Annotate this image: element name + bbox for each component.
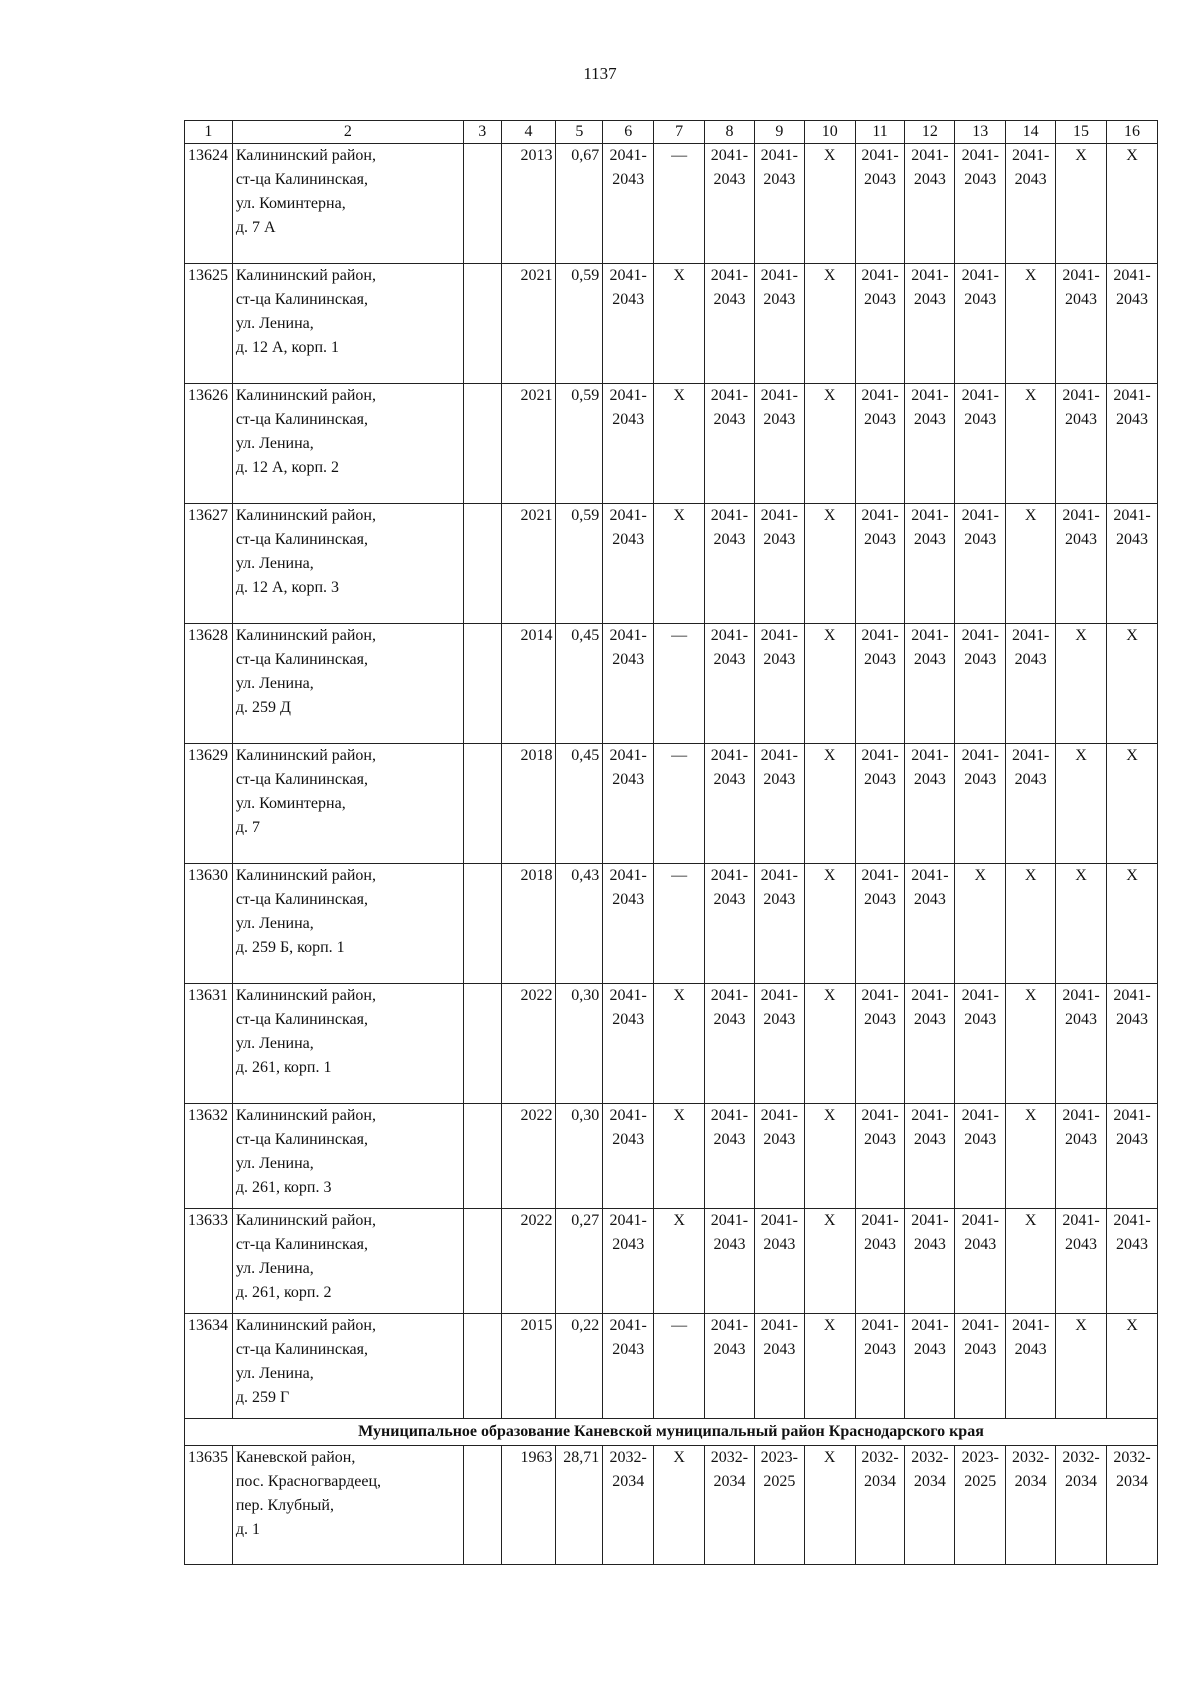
address-line: ст-ца Калининская,	[235, 771, 368, 788]
cell-col-12: 2041- 2043	[905, 864, 955, 984]
cell-col-5: 0,67	[556, 144, 603, 264]
address-line: Калининский район,	[235, 387, 376, 404]
cell-col-9: 2041- 2043	[754, 1104, 804, 1209]
cell-col-11: 2041- 2043	[855, 504, 905, 624]
address-line: ст-ца Калининская,	[235, 891, 368, 908]
cell-col-16: 2041- 2043	[1106, 504, 1157, 624]
cell-col-8: 2041- 2043	[705, 744, 755, 864]
address-line: ст-ца Калининская,	[235, 651, 368, 668]
row-number: 13625	[185, 264, 233, 384]
cell-col-15: X	[1056, 624, 1107, 744]
address-cell	[232, 384, 463, 504]
column-header-5: 5	[556, 121, 603, 144]
cell-col-4: 2022	[501, 984, 556, 1104]
cell-col-3	[463, 624, 501, 744]
address-cell	[232, 1446, 463, 1565]
cell-col-9: 2041- 2043	[754, 1314, 804, 1419]
cell-col-14: X	[1006, 984, 1056, 1104]
cell-col-13: 2041- 2043	[955, 1209, 1006, 1314]
row-number: 13624	[185, 144, 233, 264]
cell-col-9: 2041- 2043	[754, 744, 804, 864]
cell-col-6: 2041- 2043	[603, 1209, 654, 1314]
cell-col-13: X	[955, 864, 1006, 984]
cell-col-13: 2041- 2043	[955, 1314, 1006, 1419]
cell-col-14: 2032- 2034	[1006, 1446, 1056, 1565]
address-line: Калининский район,	[235, 987, 376, 1004]
cell-col-11: 2041- 2043	[855, 1104, 905, 1209]
cell-col-12: 2041- 2043	[905, 264, 955, 384]
cell-col-10: X	[804, 384, 855, 504]
cell-col-4: 2021	[501, 384, 556, 504]
cell-col-14: X	[1006, 1209, 1056, 1314]
cell-col-12: 2041- 2043	[905, 624, 955, 744]
cell-col-15: 2041- 2043	[1056, 504, 1107, 624]
address-cell	[232, 504, 463, 624]
address-line: ст-ца Калининская,	[235, 1131, 368, 1148]
cell-col-6: 2032- 2034	[603, 1446, 654, 1565]
cell-col-11: 2041- 2043	[855, 624, 905, 744]
cell-col-6: 2041- 2043	[603, 624, 654, 744]
address-line: ул. Ленина,	[235, 1155, 314, 1172]
cell-col-8: 2041- 2043	[705, 504, 755, 624]
cell-col-16: X	[1106, 144, 1157, 264]
table-row	[185, 744, 1158, 864]
cell-col-15: 2041- 2043	[1056, 1209, 1107, 1314]
cell-col-9: 2041- 2043	[754, 384, 804, 504]
address-cell	[232, 864, 463, 984]
table-row	[185, 264, 1158, 384]
address-line: д. 261, корп. 3	[235, 1179, 332, 1196]
table-row	[185, 144, 1158, 264]
cell-col-12: 2041- 2043	[905, 1104, 955, 1209]
address-line: Калининский район,	[235, 507, 376, 524]
cell-col-12: 2041- 2043	[905, 984, 955, 1104]
cell-col-11: 2041- 2043	[855, 144, 905, 264]
cell-col-16: 2041- 2043	[1106, 1104, 1157, 1209]
cell-col-16: X	[1106, 1314, 1157, 1419]
cell-col-10: X	[804, 1104, 855, 1209]
cell-col-7: X	[654, 1104, 705, 1209]
cell-col-8: 2041- 2043	[705, 864, 755, 984]
address-line: д. 261, корп. 1	[235, 1059, 332, 1076]
cell-col-14: X	[1006, 1104, 1056, 1209]
cell-col-5: 28,71	[556, 1446, 603, 1565]
cell-col-15: X	[1056, 744, 1107, 864]
cell-col-13: 2041- 2043	[955, 144, 1006, 264]
cell-col-10: X	[804, 1314, 855, 1419]
cell-col-7: X	[654, 264, 705, 384]
column-header-16: 16	[1106, 121, 1157, 144]
cell-col-8: 2041- 2043	[705, 144, 755, 264]
table-row	[185, 384, 1158, 504]
cell-col-7: X	[654, 384, 705, 504]
cell-col-6: 2041- 2043	[603, 1314, 654, 1419]
cell-col-5: 0,43	[556, 864, 603, 984]
cell-col-10: X	[804, 744, 855, 864]
cell-col-5: 0,45	[556, 744, 603, 864]
cell-col-7: X	[654, 1209, 705, 1314]
cell-col-15: 2041- 2043	[1056, 1104, 1107, 1209]
address-line: Калининский район,	[235, 267, 376, 284]
cell-col-10: X	[804, 624, 855, 744]
cell-col-7: —	[654, 744, 705, 864]
table-row	[185, 1209, 1158, 1314]
address-line: д. 7 А	[235, 219, 276, 236]
cell-col-11: 2032- 2034	[855, 1446, 905, 1565]
address-line: Калининский район,	[235, 867, 376, 884]
address-line: д. 259 Г	[235, 1389, 290, 1406]
row-number: 13628	[185, 624, 233, 744]
row-number: 13626	[185, 384, 233, 504]
table-row	[185, 984, 1158, 1104]
table-row	[185, 864, 1158, 984]
address-line: д. 261, корп. 2	[235, 1284, 332, 1301]
cell-col-3	[463, 1209, 501, 1314]
cell-col-11: 2041- 2043	[855, 384, 905, 504]
cell-col-6: 2041- 2043	[603, 864, 654, 984]
cell-col-15: 2041- 2043	[1056, 384, 1107, 504]
cell-col-4: 2018	[501, 744, 556, 864]
address-line: Калининский район,	[235, 1212, 376, 1229]
row-number: 13634	[185, 1314, 233, 1419]
cell-col-16: 2032- 2034	[1106, 1446, 1157, 1565]
cell-col-6: 2041- 2043	[603, 264, 654, 384]
cell-col-4: 1963	[501, 1446, 556, 1565]
address-line: Калининский район,	[235, 1317, 376, 1334]
cell-col-8: 2041- 2043	[705, 624, 755, 744]
cell-col-15: 2041- 2043	[1056, 264, 1107, 384]
column-header-8: 8	[705, 121, 755, 144]
address-cell	[232, 1104, 463, 1209]
address-line: пер. Клубный,	[235, 1497, 334, 1514]
cell-col-8: 2041- 2043	[705, 264, 755, 384]
cell-col-4: 2015	[501, 1314, 556, 1419]
cell-col-12: 2041- 2043	[905, 1209, 955, 1314]
row-number: 13631	[185, 984, 233, 1104]
cell-col-8: 2041- 2043	[705, 384, 755, 504]
cell-col-16: 2041- 2043	[1106, 384, 1157, 504]
address-line: ул. Ленина,	[235, 1035, 314, 1052]
cell-col-10: X	[804, 1446, 855, 1565]
address-line: ул. Ленина,	[235, 675, 314, 692]
column-header-3: 3	[463, 121, 501, 144]
cell-col-9: 2041- 2043	[754, 624, 804, 744]
cell-col-12: 2041- 2043	[905, 1314, 955, 1419]
cell-col-5: 0,27	[556, 1209, 603, 1314]
address-cell	[232, 1314, 463, 1419]
cell-col-8: 2041- 2043	[705, 1104, 755, 1209]
address-line: д. 12 А, корп. 1	[235, 339, 340, 356]
cell-col-7: X	[654, 1446, 705, 1565]
cell-col-7: —	[654, 1314, 705, 1419]
cell-col-16: 2041- 2043	[1106, 264, 1157, 384]
cell-col-7: —	[654, 864, 705, 984]
address-line: Калининский район,	[235, 147, 376, 164]
cell-col-7: X	[654, 984, 705, 1104]
cell-col-13: 2023- 2025	[955, 1446, 1006, 1565]
cell-col-8: 2032- 2034	[705, 1446, 755, 1565]
address-line: д. 12 А, корп. 2	[235, 459, 340, 476]
cell-col-9: 2041- 2043	[754, 264, 804, 384]
cell-col-8: 2041- 2043	[705, 1314, 755, 1419]
row-number: 13627	[185, 504, 233, 624]
cell-col-11: 2041- 2043	[855, 1314, 905, 1419]
cell-col-3	[463, 744, 501, 864]
cell-col-16: X	[1106, 864, 1157, 984]
column-header-12: 12	[905, 121, 955, 144]
address-line: ст-ца Калининская,	[235, 1011, 368, 1028]
cell-col-3	[463, 1104, 501, 1209]
table-row	[185, 1446, 1158, 1565]
cell-col-16: X	[1106, 624, 1157, 744]
cell-col-3	[463, 384, 501, 504]
cell-col-4: 2022	[501, 1209, 556, 1314]
column-header-1: 1	[185, 121, 233, 144]
cell-col-14: 2041- 2043	[1006, 1314, 1056, 1419]
address-cell	[232, 1209, 463, 1314]
cell-col-16: 2041- 2043	[1106, 984, 1157, 1104]
cell-col-6: 2041- 2043	[603, 504, 654, 624]
cell-col-11: 2041- 2043	[855, 984, 905, 1104]
cell-col-12: 2041- 2043	[905, 504, 955, 624]
cell-col-8: 2041- 2043	[705, 984, 755, 1104]
cell-col-14: 2041- 2043	[1006, 744, 1056, 864]
address-line: ст-ца Калининская,	[235, 1236, 368, 1253]
cell-col-10: X	[804, 504, 855, 624]
address-cell	[232, 624, 463, 744]
cell-col-14: 2041- 2043	[1006, 144, 1056, 264]
column-header-2: 2	[232, 121, 463, 144]
cell-col-10: X	[804, 264, 855, 384]
table-row	[185, 1314, 1158, 1419]
column-header-4: 4	[501, 121, 556, 144]
cell-col-11: 2041- 2043	[855, 264, 905, 384]
cell-col-3	[463, 984, 501, 1104]
cell-col-14: 2041- 2043	[1006, 624, 1056, 744]
cell-col-3	[463, 1446, 501, 1565]
table-row	[185, 504, 1158, 624]
cell-col-13: 2041- 2043	[955, 264, 1006, 384]
address-line: д. 259 Б, корп. 1	[235, 939, 345, 956]
address-line: ул. Ленина,	[235, 1365, 314, 1382]
row-number: 13635	[185, 1446, 233, 1565]
address-line: Калининский район,	[235, 747, 376, 764]
address-line: ул. Ленина,	[235, 1260, 314, 1277]
section-title: Муниципальное образование Каневской муниципальный район Краснодарского края	[185, 1419, 1158, 1446]
cell-col-3	[463, 504, 501, 624]
address-line: д. 12 А, корп. 3	[235, 579, 340, 596]
section-row	[185, 1419, 1158, 1446]
row-number: 13632	[185, 1104, 233, 1209]
cell-col-4: 2014	[501, 624, 556, 744]
cell-col-6: 2041- 2043	[603, 1104, 654, 1209]
address-line: ст-ца Калининская,	[235, 531, 368, 548]
cell-col-15: X	[1056, 1314, 1107, 1419]
cell-col-13: 2041- 2043	[955, 624, 1006, 744]
cell-col-4: 2022	[501, 1104, 556, 1209]
cell-col-12: 2041- 2043	[905, 144, 955, 264]
address-line: ул. Коминтерна,	[235, 795, 346, 812]
cell-col-12: 2041- 2043	[905, 384, 955, 504]
cell-col-7: —	[654, 144, 705, 264]
cell-col-11: 2041- 2043	[855, 744, 905, 864]
cell-col-5: 0,30	[556, 984, 603, 1104]
cell-col-5: 0,59	[556, 384, 603, 504]
address-line: ст-ца Калининская,	[235, 291, 368, 308]
cell-col-13: 2041- 2043	[955, 504, 1006, 624]
cell-col-7: X	[654, 504, 705, 624]
cell-col-5: 0,45	[556, 624, 603, 744]
cell-col-11: 2041- 2043	[855, 864, 905, 984]
address-line: ст-ца Калининская,	[235, 1341, 368, 1358]
cell-col-6: 2041- 2043	[603, 144, 654, 264]
register-table	[184, 120, 1158, 1565]
address-cell	[232, 264, 463, 384]
address-line: д. 1	[235, 1521, 260, 1538]
address-line: д. 259 Д	[235, 699, 291, 716]
cell-col-12: 2041- 2043	[905, 744, 955, 864]
cell-col-7: —	[654, 624, 705, 744]
cell-col-11: 2041- 2043	[855, 1209, 905, 1314]
cell-col-13: 2041- 2043	[955, 984, 1006, 1104]
cell-col-6: 2041- 2043	[603, 744, 654, 864]
cell-col-10: X	[804, 984, 855, 1104]
address-line: ул. Ленина,	[235, 435, 314, 452]
column-header-15: 15	[1056, 121, 1107, 144]
cell-col-5: 0,59	[556, 504, 603, 624]
cell-col-9: 2041- 2043	[754, 984, 804, 1104]
column-header-13: 13	[955, 121, 1006, 144]
cell-col-16: 2041- 2043	[1106, 1209, 1157, 1314]
cell-col-13: 2041- 2043	[955, 744, 1006, 864]
row-number: 13629	[185, 744, 233, 864]
cell-col-9: 2023- 2025	[754, 1446, 804, 1565]
cell-col-5: 0,22	[556, 1314, 603, 1419]
row-number: 13633	[185, 1209, 233, 1314]
cell-col-4: 2021	[501, 264, 556, 384]
address-cell	[232, 144, 463, 264]
cell-col-4: 2018	[501, 864, 556, 984]
cell-col-9: 2041- 2043	[754, 504, 804, 624]
cell-col-9: 2041- 2043	[754, 144, 804, 264]
address-line: ул. Коминтерна,	[235, 195, 346, 212]
cell-col-9: 2041- 2043	[754, 1209, 804, 1314]
address-line: Калининский район,	[235, 1107, 376, 1124]
cell-col-14: X	[1006, 504, 1056, 624]
column-header-10: 10	[804, 121, 855, 144]
cell-col-3	[463, 144, 501, 264]
column-header-14: 14	[1006, 121, 1056, 144]
address-cell	[232, 984, 463, 1104]
address-line: ул. Ленина,	[235, 315, 314, 332]
column-header-6: 6	[603, 121, 654, 144]
row-number: 13630	[185, 864, 233, 984]
table-body	[185, 144, 1158, 1565]
cell-col-13: 2041- 2043	[955, 1104, 1006, 1209]
cell-col-14: X	[1006, 384, 1056, 504]
table-header	[185, 121, 1158, 144]
column-header-7: 7	[654, 121, 705, 144]
cell-col-10: X	[804, 864, 855, 984]
address-line: Каневской район,	[235, 1449, 356, 1466]
column-header-9: 9	[754, 121, 804, 144]
cell-col-15: 2041- 2043	[1056, 984, 1107, 1104]
address-line: ст-ца Калининская,	[235, 171, 368, 188]
address-cell	[232, 744, 463, 864]
table-row	[185, 624, 1158, 744]
table-row	[185, 1104, 1158, 1209]
cell-col-10: X	[804, 1209, 855, 1314]
cell-col-5: 0,59	[556, 264, 603, 384]
cell-col-6: 2041- 2043	[603, 984, 654, 1104]
address-line: пос. Красногвардеец,	[235, 1473, 382, 1490]
cell-col-3	[463, 864, 501, 984]
address-line: Калининский район,	[235, 627, 376, 644]
cell-col-9: 2041- 2043	[754, 864, 804, 984]
page-number: 1137	[583, 64, 617, 83]
cell-col-16: X	[1106, 744, 1157, 864]
address-line: д. 7	[235, 819, 260, 836]
cell-col-12: 2032- 2034	[905, 1446, 955, 1565]
address-line: ул. Ленина,	[235, 555, 314, 572]
cell-col-3	[463, 264, 501, 384]
column-header-11: 11	[855, 121, 905, 144]
address-line: ст-ца Калининская,	[235, 411, 368, 428]
cell-col-3	[463, 1314, 501, 1419]
cell-col-4: 2013	[501, 144, 556, 264]
cell-col-8: 2041- 2043	[705, 1209, 755, 1314]
cell-col-15: X	[1056, 864, 1107, 984]
cell-col-6: 2041- 2043	[603, 384, 654, 504]
cell-col-13: 2041- 2043	[955, 384, 1006, 504]
cell-col-15: X	[1056, 144, 1107, 264]
cell-col-14: X	[1006, 264, 1056, 384]
cell-col-10: X	[804, 144, 855, 264]
cell-col-4: 2021	[501, 504, 556, 624]
cell-col-14: X	[1006, 864, 1056, 984]
cell-col-15: 2032- 2034	[1056, 1446, 1107, 1565]
address-line: ул. Ленина,	[235, 915, 314, 932]
cell-col-5: 0,30	[556, 1104, 603, 1209]
